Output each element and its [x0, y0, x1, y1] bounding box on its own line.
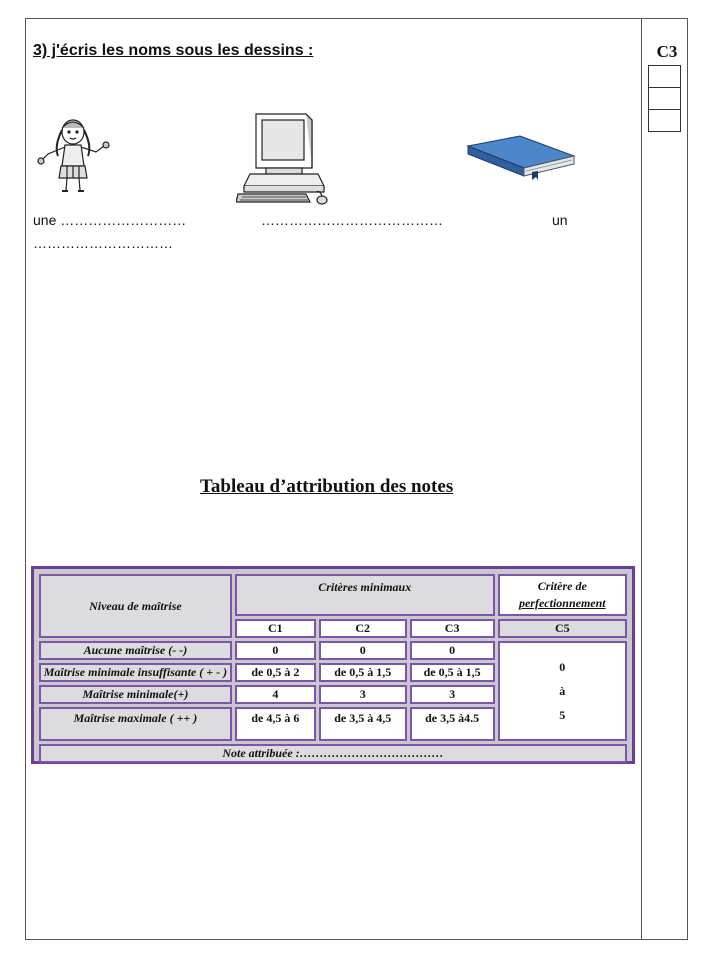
computer-drawing — [236, 108, 336, 206]
question-title: 3) j'écris les noms sous les dessins : — [33, 42, 314, 59]
criterion-c5: C5 — [498, 619, 627, 638]
score-cell: de 4,5 à 6 — [235, 707, 316, 741]
score-cell: de 0,5 à 2 — [235, 663, 316, 682]
book-drawing — [466, 134, 578, 180]
perf-min: 0 — [559, 660, 566, 674]
margin-score-boxes — [648, 65, 680, 132]
score-cell: 4 — [235, 685, 316, 704]
level-label: Maîtrise minimale(+) — [39, 685, 232, 704]
score-box[interactable] — [648, 109, 681, 132]
score-cell: 0 — [410, 641, 495, 660]
answer-line-computer[interactable]: ………………………………… — [261, 212, 443, 228]
score-cell: de 3,5 à 4,5 — [319, 707, 407, 741]
score-cell: 3 — [410, 685, 495, 704]
score-cell: 0 — [319, 641, 407, 660]
criterion-c2: C2 — [319, 619, 407, 638]
perf-max: 5 — [559, 708, 566, 722]
score-cell: de 0,5 à 1,5 — [319, 663, 407, 682]
level-label: Maîtrise minimale insuffisante ( + - ) — [39, 663, 232, 682]
criterion-c3: C3 — [410, 619, 495, 638]
score-box[interactable] — [648, 65, 681, 87]
criterion-c1: C1 — [235, 619, 316, 638]
score-box[interactable] — [648, 87, 681, 109]
margin-divider — [641, 18, 642, 940]
table-title: Tableau d’attribution des notes — [200, 476, 454, 497]
header-perf-criterion — [498, 574, 627, 616]
answer-line-book[interactable]: ………………………… — [33, 235, 173, 251]
girl-drawing — [32, 116, 114, 196]
level-label: Aucune maîtrise (- -) — [39, 641, 232, 660]
score-cell: de 3,5 à4.5 — [410, 707, 495, 741]
header-level: Niveau de maîtrise — [39, 574, 232, 638]
perf-to: à — [559, 684, 566, 698]
header-perf-line2: perfectionnement — [518, 596, 606, 610]
note-attributed[interactable]: Note attribuée :……………………………… — [39, 744, 627, 763]
answer-article-book: un — [552, 212, 568, 228]
table-row — [39, 641, 627, 660]
margin-criterion-label: C3 — [656, 42, 678, 61]
score-cell: de 0,5 à 1,5 — [410, 663, 495, 682]
answer-line-girl[interactable]: une ……………………… — [33, 212, 187, 228]
header-min-criteria: Critères minimaux — [235, 574, 495, 616]
perf-score-range — [498, 641, 627, 741]
score-cell: 3 — [319, 685, 407, 704]
grading-table — [31, 566, 635, 764]
level-label: Maîtrise maximale ( ++ ) — [39, 707, 232, 741]
score-cell: 0 — [235, 641, 316, 660]
header-perf-line1: Critère de — [537, 579, 587, 593]
